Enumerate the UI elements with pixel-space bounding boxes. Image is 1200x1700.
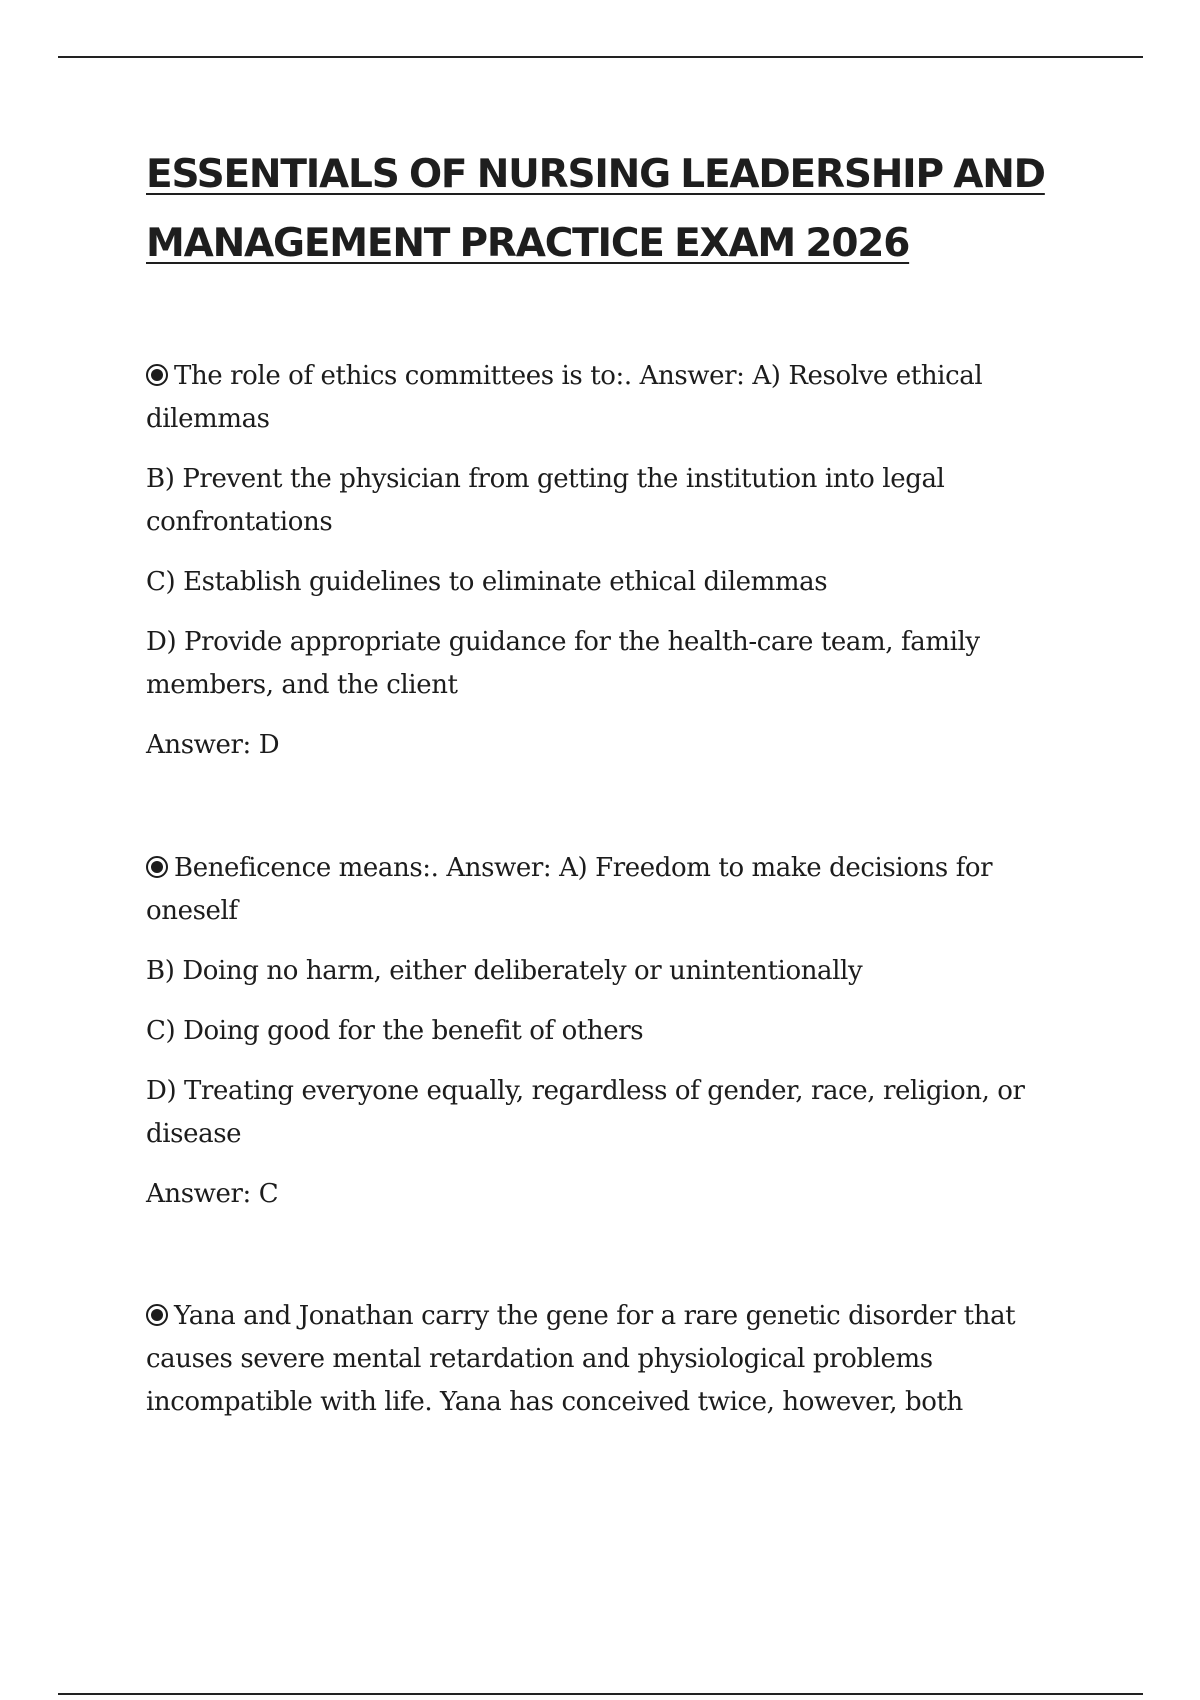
question-3 bbox=[146, 1295, 1086, 1441]
question-stem bbox=[146, 1295, 1086, 1424]
document-title: ESSENTIALS OF NURSING LEADERSHIP AND MANAGEMENT PRACTICE EXAM 2026 bbox=[146, 152, 1045, 266]
question-1 bbox=[146, 355, 1086, 784]
radio-bullet-icon bbox=[146, 1304, 168, 1326]
radio-bullet-icon bbox=[146, 364, 168, 386]
answer-option-b: B) Doing no harm, either deliberately or unintentionally bbox=[146, 956, 863, 986]
radio-bullet-icon bbox=[146, 856, 168, 878]
answer-option-b: B) Prevent the physician from getting the institution into legal confrontations bbox=[146, 464, 945, 537]
correct-answer: Answer: C bbox=[146, 1179, 279, 1209]
question-2 bbox=[146, 847, 1086, 1233]
bottom-divider bbox=[58, 1693, 1143, 1695]
document-body bbox=[146, 140, 1086, 1417]
question-stem-text: The role of ethics committees is to:. Answer: A) Resolve ethical dilemmas bbox=[146, 361, 983, 434]
answer-option-d: D) Treating everyone equally, regardless of gender, race, religion, or disease bbox=[146, 1076, 1025, 1149]
answer-option-d: D) Provide appropriate guidance for the health-care team, family members, and the client bbox=[146, 627, 980, 700]
question-stem-text: Yana and Jonathan carry the gene for a rare genetic disorder that causes severe mental retardation and physiological problems incompatible with life. Yana has conceived twice, however, both bbox=[146, 1301, 1016, 1417]
question-stem bbox=[146, 355, 1086, 441]
answer-option-c: C) Establish guidelines to eliminate ethical dilemmas bbox=[146, 567, 828, 597]
answer-option-c: C) Doing good for the benefit of others bbox=[146, 1016, 644, 1046]
correct-answer: Answer: D bbox=[146, 730, 280, 760]
top-divider bbox=[58, 56, 1143, 58]
question-stem-text: Beneficence means:. Answer: A) Freedom to make decisions for oneself bbox=[146, 853, 993, 926]
question-stem bbox=[146, 847, 1086, 933]
